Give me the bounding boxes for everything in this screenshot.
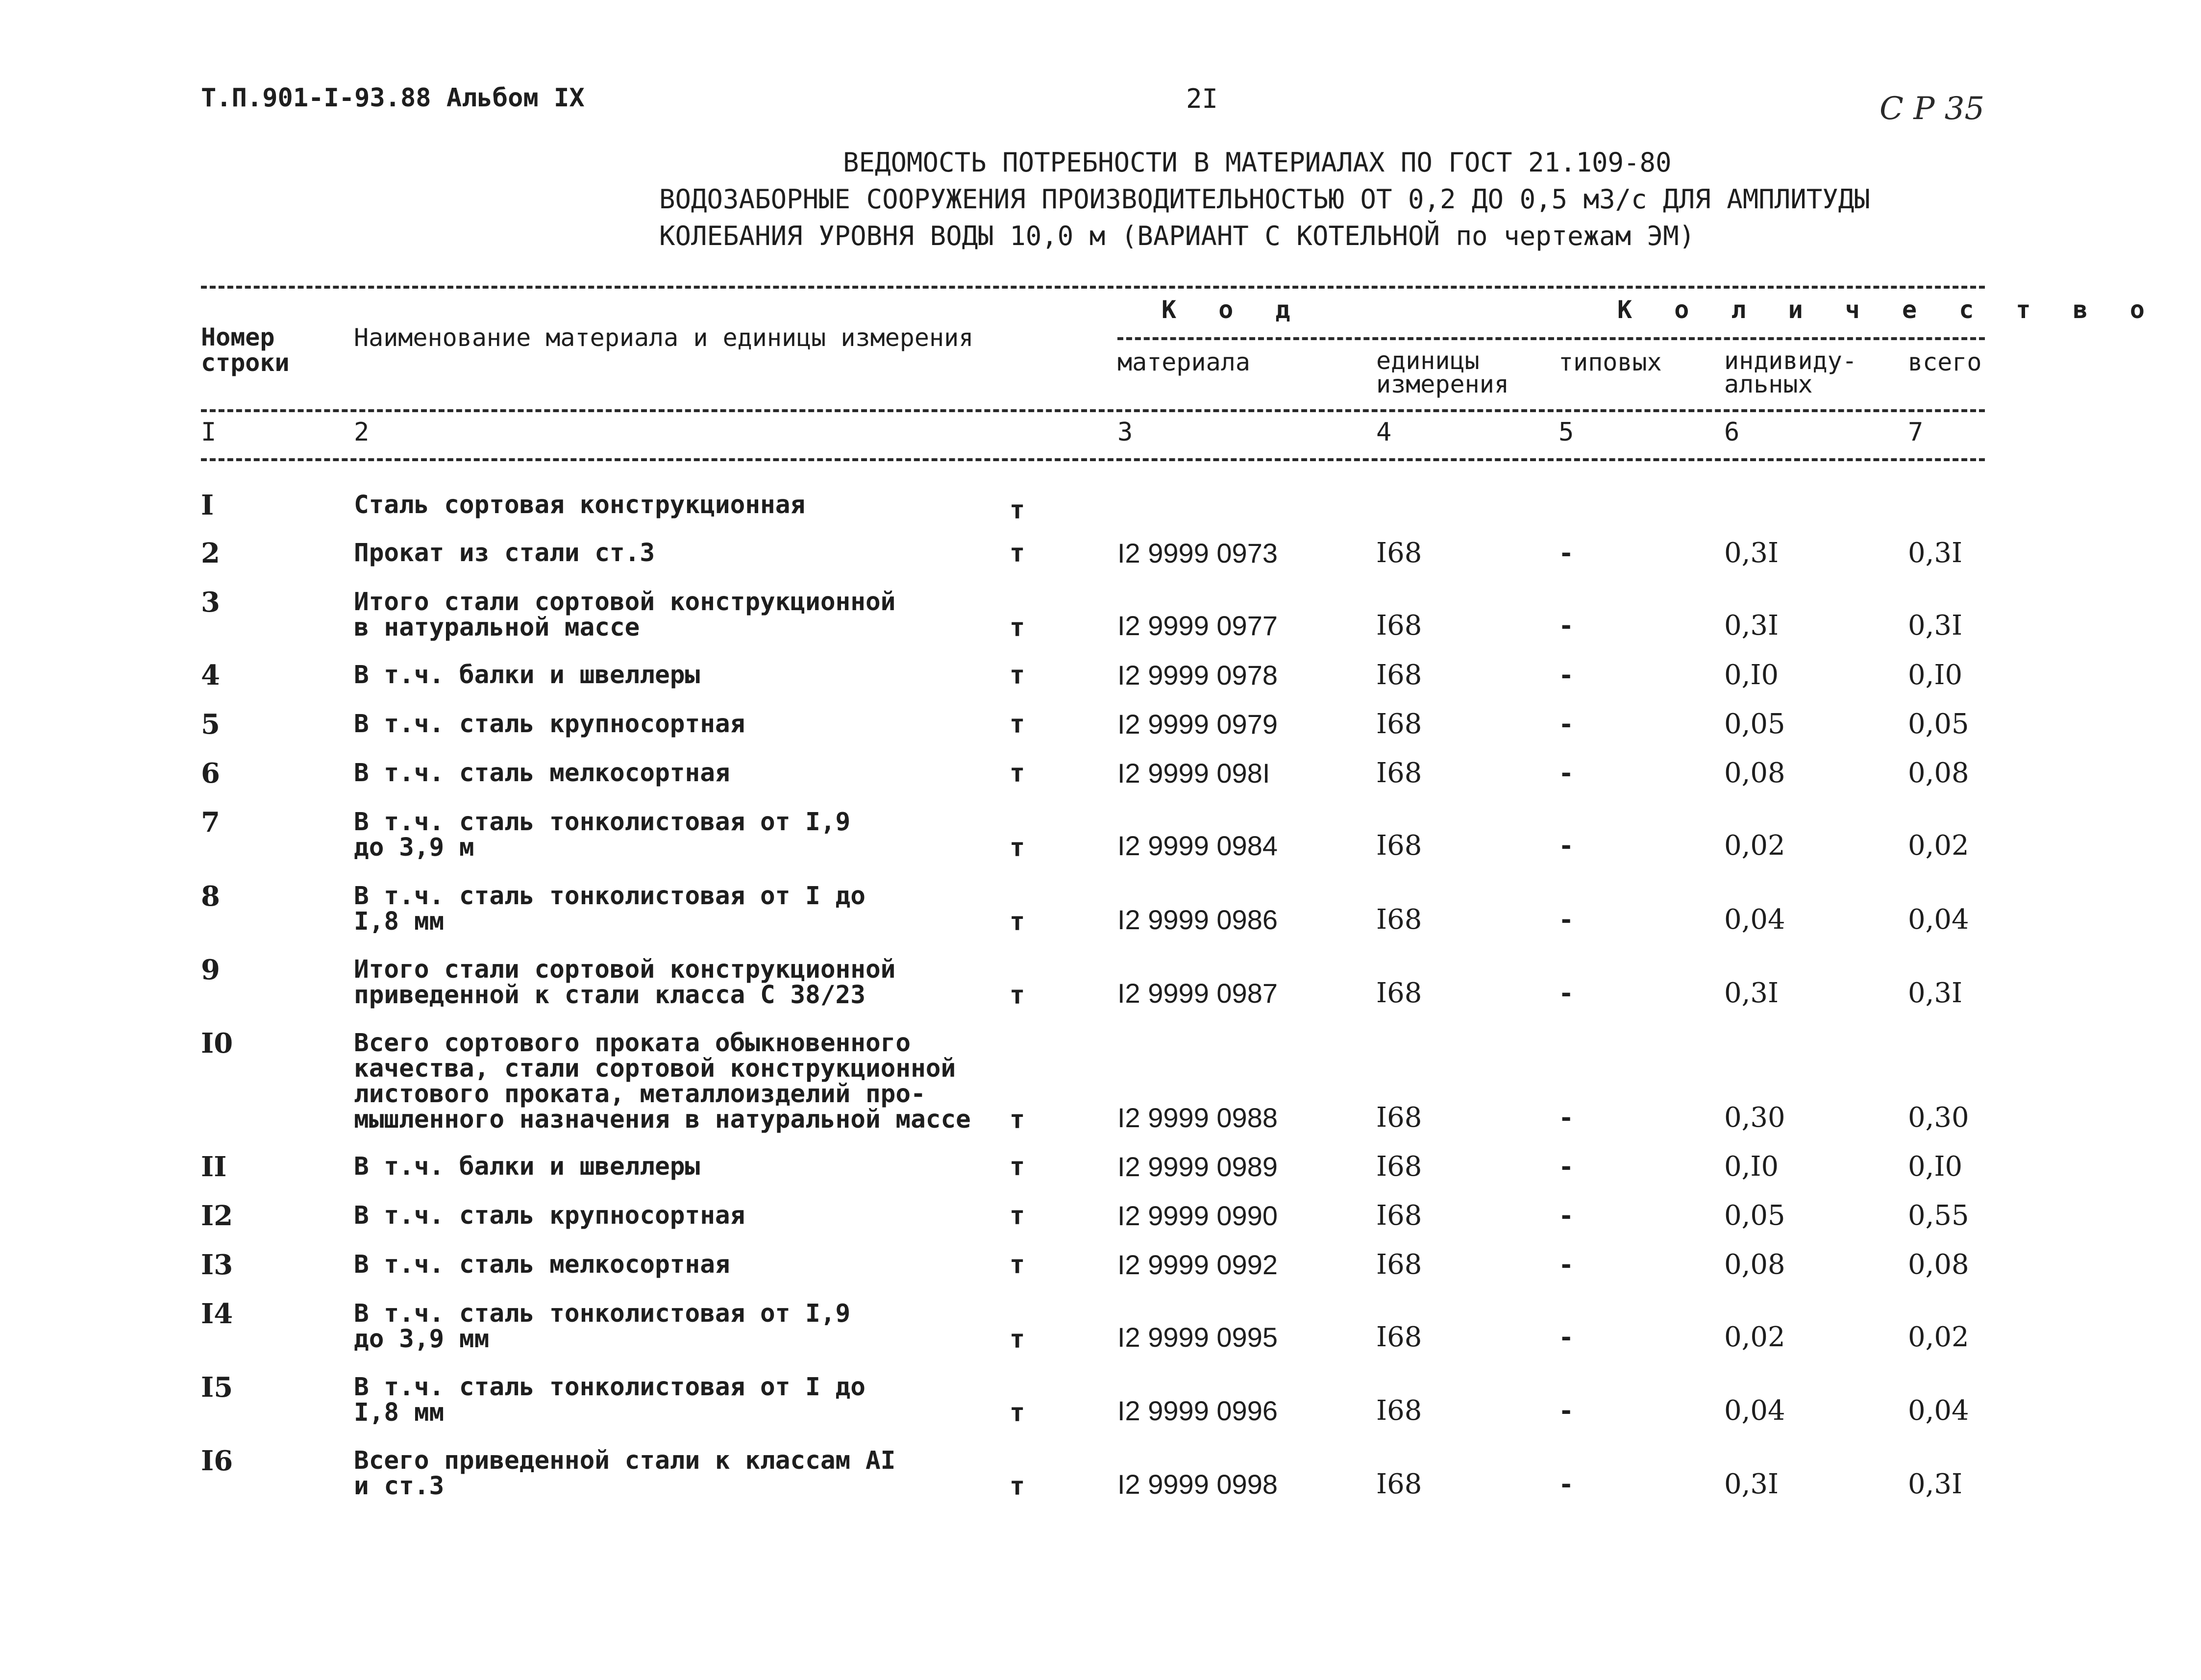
unit: т — [1010, 1152, 1025, 1182]
unit: т — [1010, 833, 1025, 863]
individual-quantity: 0,30 — [1724, 1102, 1785, 1134]
typical-quantity: - — [1558, 905, 1574, 935]
individual-quantity: 0,04 — [1724, 1395, 1785, 1427]
column-number-3: 3 — [1117, 418, 1133, 447]
row-number: I4 — [201, 1298, 233, 1330]
material-name: В т.ч. сталь мелкосортная — [354, 759, 730, 788]
total-quantity: 0,05 — [1908, 708, 1969, 740]
typical-quantity: - — [1558, 759, 1574, 788]
unit: т — [1010, 1325, 1025, 1354]
material-code: I2 9999 0984 — [1117, 830, 1278, 861]
individual-quantity: 0,02 — [1724, 830, 1785, 862]
material-name: Итого стали сортовой конструкционной приведенной к стали класса С 38/23 — [354, 955, 896, 1010]
material-code: I2 9999 0973 — [1117, 538, 1278, 568]
typical-quantity: - — [1558, 1250, 1574, 1280]
row-number: I5 — [201, 1371, 233, 1404]
unit-code: I68 — [1376, 977, 1422, 1009]
unit: т — [1010, 495, 1025, 525]
unit: т — [1010, 613, 1025, 642]
total-quantity: 0,55 — [1908, 1200, 1969, 1232]
material-code: I2 9999 098I — [1117, 758, 1270, 789]
header-quantity-group: К о л и ч е с т в о — [1617, 296, 2158, 324]
individual-quantity: 0,I0 — [1724, 659, 1779, 691]
unit-code: I68 — [1376, 1468, 1422, 1500]
unit-code: I68 — [1376, 610, 1422, 642]
individual-quantity: 0,08 — [1724, 757, 1785, 789]
column-number-5: 5 — [1558, 418, 1574, 447]
material-code: I2 9999 0995 — [1117, 1322, 1278, 1353]
unit: т — [1010, 1201, 1025, 1231]
header-individual: индивиду- альных — [1724, 346, 1857, 398]
column-number-rule — [201, 458, 1985, 461]
row-number: 4 — [201, 659, 220, 692]
typical-quantity: - — [1558, 661, 1574, 690]
material-code: I2 9999 0990 — [1117, 1200, 1278, 1231]
unit-code: I68 — [1376, 1249, 1422, 1281]
unit: т — [1010, 1398, 1025, 1428]
header-material-name: Наименование материала и единицы измерения — [354, 323, 974, 352]
unit-code: I68 — [1376, 1151, 1422, 1183]
material-name: Всего сортового проката обыкновенного качества, стали сортовой конструкционной листового проката, металлоизделий про- мышленного назначения в натуральной массе — [354, 1029, 971, 1134]
total-quantity: 0,3I — [1908, 537, 1963, 569]
material-code: I2 9999 0989 — [1117, 1151, 1278, 1182]
row-number: I6 — [201, 1445, 233, 1477]
total-quantity: 0,04 — [1908, 1395, 1969, 1427]
material-name: Итого стали сортовой конструкционной в натуральной массе — [354, 588, 896, 642]
row-number: 8 — [201, 880, 220, 913]
column-number-6: 6 — [1724, 418, 1740, 447]
material-name: В т.ч. балки и швеллеры — [354, 661, 700, 690]
material-code: I2 9999 0996 — [1117, 1395, 1278, 1426]
total-quantity: 0,I0 — [1908, 659, 1963, 691]
unit: т — [1010, 710, 1025, 739]
material-name: В т.ч. сталь крупносортная — [354, 710, 745, 739]
total-quantity: 0,30 — [1908, 1102, 1969, 1134]
individual-quantity: 0,3I — [1724, 977, 1779, 1009]
row-number: 6 — [201, 757, 220, 790]
material-code: I2 9999 0987 — [1117, 978, 1278, 1009]
row-number: 5 — [201, 708, 220, 741]
material-name: Сталь сортовая конструкционная — [354, 491, 806, 519]
unit-code: I68 — [1376, 659, 1422, 691]
typical-quantity: - — [1558, 710, 1574, 739]
row-number: I3 — [201, 1249, 233, 1281]
row-number: 3 — [201, 586, 220, 618]
material-code: I2 9999 0988 — [1117, 1102, 1278, 1133]
material-code: I2 9999 0998 — [1117, 1469, 1278, 1500]
total-quantity: 0,02 — [1908, 830, 1969, 862]
unit-code: I68 — [1376, 708, 1422, 740]
typical-quantity: - — [1558, 539, 1574, 568]
typical-quantity: - — [1558, 1201, 1574, 1231]
individual-quantity: 0,3I — [1724, 1468, 1779, 1500]
individual-quantity: 0,05 — [1724, 1200, 1785, 1232]
unit-code: I68 — [1376, 1102, 1422, 1134]
typical-quantity: - — [1558, 1470, 1574, 1499]
individual-quantity: 0,08 — [1724, 1249, 1785, 1281]
column-number-2: 2 — [354, 418, 370, 447]
typical-quantity: - — [1558, 831, 1574, 861]
unit-code: I68 — [1376, 830, 1422, 862]
unit-code: I68 — [1376, 904, 1422, 936]
individual-quantity: 0,3I — [1724, 610, 1779, 642]
typical-quantity: - — [1558, 611, 1574, 641]
typical-quantity: - — [1558, 1152, 1574, 1182]
total-quantity: 0,3I — [1908, 610, 1963, 642]
table-top-rule — [201, 286, 1985, 289]
material-name: Прокат из стали ст.3 — [354, 539, 655, 568]
individual-quantity: 0,3I — [1724, 537, 1779, 569]
header-bottom-rule — [201, 409, 1985, 412]
material-code: I2 9999 0978 — [1117, 660, 1278, 691]
total-quantity: 0,3I — [1908, 977, 1963, 1009]
unit: т — [1010, 1472, 1025, 1501]
row-number: 2 — [201, 537, 220, 569]
unit: т — [1010, 1250, 1025, 1280]
header-total: всего — [1908, 348, 1982, 376]
column-number-1: I — [201, 418, 217, 447]
unit-code: I68 — [1376, 757, 1422, 789]
unit-code: I68 — [1376, 1200, 1422, 1232]
page-number: 2I — [1186, 83, 1218, 114]
material-name: В т.ч. сталь мелкосортная — [354, 1250, 730, 1279]
unit: т — [1010, 759, 1025, 788]
total-quantity: 0,04 — [1908, 904, 1969, 936]
unit-code: I68 — [1376, 1395, 1422, 1427]
row-number: II — [201, 1151, 227, 1183]
material-code: I2 9999 0979 — [1117, 709, 1278, 740]
document-title-line-2: ВОДОЗАБОРНЫЕ СООРУЖЕНИЯ ПРОИЗВОДИТЕЛЬНОСТЬЮ ОТ 0,2 ДО 0,5 м3/с ДЛЯ АМПЛИТУДЫ — [659, 184, 1870, 215]
material-name: Всего приведенной стали к классам АI и ст.3 — [354, 1446, 896, 1501]
total-quantity: 0,I0 — [1908, 1151, 1963, 1183]
row-number: 7 — [201, 806, 220, 839]
material-name: В т.ч. балки и швеллеры — [354, 1152, 700, 1181]
code-group-rule — [1117, 337, 1985, 340]
typical-quantity: - — [1558, 1103, 1574, 1133]
document-reference: Т.П.901-I-93.88 Альбом IX — [201, 83, 585, 113]
typical-quantity: - — [1558, 979, 1574, 1008]
header-code-group: К о д — [1162, 296, 1304, 324]
header-row-number: Номер строки — [201, 323, 290, 377]
typical-quantity: - — [1558, 1396, 1574, 1426]
unit: т — [1010, 981, 1025, 1010]
individual-quantity: 0,05 — [1724, 708, 1785, 740]
material-name: В т.ч. сталь крупносортная — [354, 1201, 745, 1230]
column-number-4: 4 — [1376, 418, 1392, 447]
typical-quantity: - — [1558, 1323, 1574, 1352]
unit: т — [1010, 1105, 1025, 1135]
material-code: I2 9999 0986 — [1117, 904, 1278, 935]
material-name: В т.ч. сталь тонколистовая от I до I,8 мм — [354, 1373, 866, 1427]
material-name: В т.ч. сталь тонколистовая от I,9 до 3,9 мм — [354, 1299, 851, 1354]
total-quantity: 0,3I — [1908, 1468, 1963, 1500]
document-title-line-1: ВЕДОМОСТЬ ПОТРЕБНОСТИ В МАТЕРИАЛАХ ПО ГОСТ 21.109-80 — [843, 147, 1672, 178]
header-typical: типовых — [1558, 348, 1662, 376]
row-number: I2 — [201, 1200, 233, 1232]
unit-code: I68 — [1376, 537, 1422, 569]
total-quantity: 0,08 — [1908, 1249, 1969, 1281]
material-name: В т.ч. сталь тонколистовая от I,9 до 3,9 м — [354, 808, 851, 862]
handwritten-mark: С Р 35 — [1880, 91, 1985, 127]
row-number: I — [201, 489, 214, 521]
row-number: I0 — [201, 1027, 233, 1060]
unit-code: I68 — [1376, 1321, 1422, 1353]
material-code: I2 9999 0977 — [1117, 610, 1278, 641]
document-title-line-3: КОЛЕБАНИЯ УРОВНЯ ВОДЫ 10,0 м (ВАРИАНТ С КОТЕЛЬНОЙ по чертежам ЭМ) — [659, 221, 1695, 251]
individual-quantity: 0,I0 — [1724, 1151, 1779, 1183]
total-quantity: 0,02 — [1908, 1321, 1969, 1353]
material-name: В т.ч. сталь тонколистовая от I до I,8 мм — [354, 882, 866, 936]
unit: т — [1010, 539, 1025, 568]
header-unit-code: единицы измерения — [1376, 346, 1509, 398]
unit: т — [1010, 907, 1025, 937]
material-code: I2 9999 0992 — [1117, 1249, 1278, 1280]
row-number: 9 — [201, 954, 220, 986]
individual-quantity: 0,02 — [1724, 1321, 1785, 1353]
header-material-code: материала — [1117, 348, 1250, 376]
unit: т — [1010, 661, 1025, 690]
column-number-7: 7 — [1908, 418, 1924, 447]
individual-quantity: 0,04 — [1724, 904, 1785, 936]
total-quantity: 0,08 — [1908, 757, 1969, 789]
